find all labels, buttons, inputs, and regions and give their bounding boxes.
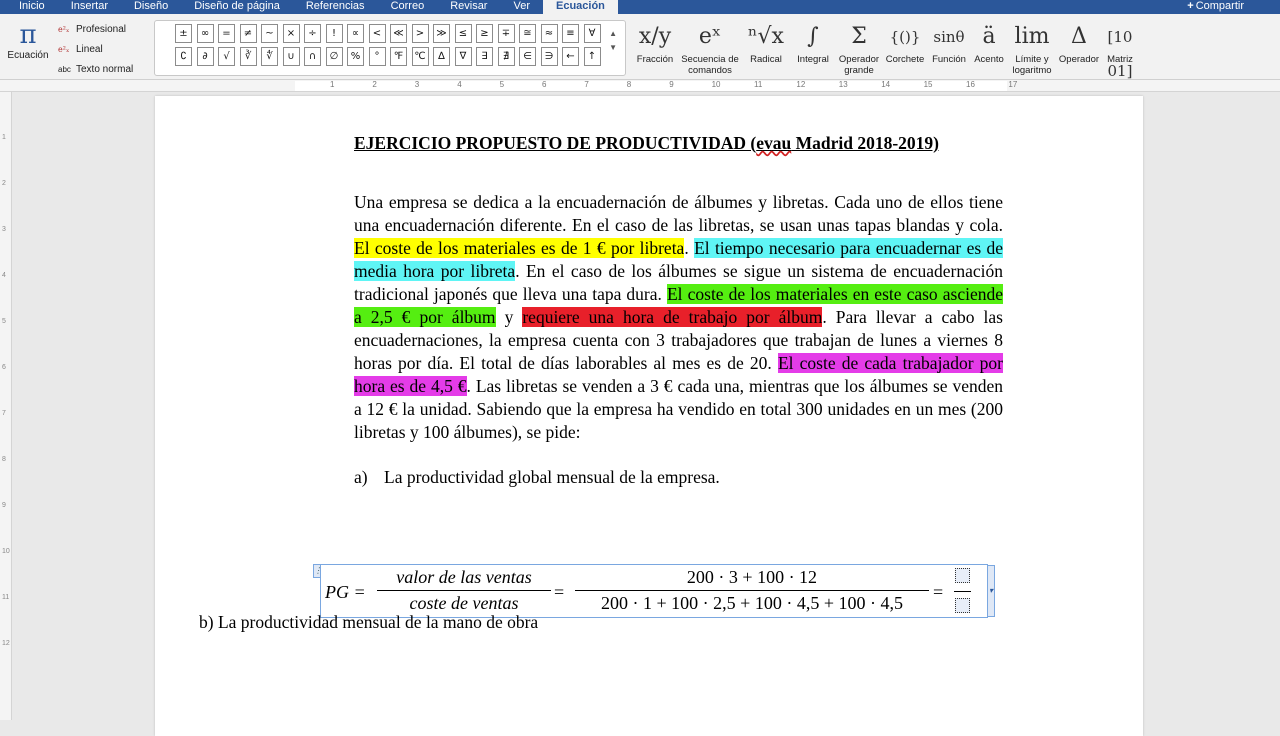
tab-correo[interactable]: Correo [390,0,425,12]
linear-icon: e²ₓ [58,44,70,54]
fraction-numerator: 200 · 3 + 100 · 12 [686,567,818,587]
tool-radical[interactable] [742,20,790,76]
mode-label: Lineal [76,43,103,55]
paragraph-text: . En el caso de los álbumes se sigue un sistema de encuadernación tradicional japonés que lleva una tapa dura. [354,261,1003,304]
title-misspelled-word[interactable]: evau [756,133,792,153]
mode-label: Texto normal [76,63,134,75]
paragraph-text: Una empresa se dedica a la encuadernación de álbumes y libretas. Cada uno de ellos tiene una encuadernación diferente. En el caso de las libretas, se usan unas tapas blandas y cola. [354,192,1003,235]
tool-secuencia[interactable] [678,20,742,76]
tool-operador[interactable] [1056,20,1102,76]
share-label: Compartir [1195,0,1244,12]
ruler-number: 15 [923,80,933,89]
question-a [354,466,1003,489]
title-text: EJERCICIO PROPUESTO DE PRODUCTIVIDAD ( [354,133,757,153]
tool-label: Función [932,54,966,65]
symbol-button[interactable]: ∇ [455,47,472,66]
symbol-button[interactable]: ≥ [476,24,493,43]
fraction-numerator: valor de las ventas [396,567,532,587]
ruler-number: 2 [372,80,377,89]
ruler-number: 6 [542,80,547,89]
highlight-magenta: El coste de cada trabajador por hora es de 4,5 € [354,353,1003,396]
symbol-button[interactable]: ∜ [261,47,278,66]
tool-label: Acento [974,54,1004,65]
paragraph-text: . [684,238,695,258]
equation-lhs: PG = [325,582,366,602]
tab-ver[interactable]: Ver [513,0,530,12]
symbol-gallery [154,20,626,76]
tool-label: Fracción [636,54,674,65]
abc-icon: abc [58,64,71,74]
ruler-number: 3 [2,226,6,233]
tab-inicio[interactable]: Inicio [19,0,45,12]
symbol-button[interactable]: ↑ [584,47,601,66]
paragraph-text: . Para llevar a cabo las encuadernaciones, la empresa cuenta con 3 trabajadores que trabajan de lunes a viernes 8 horas por día. El total de días laborables al mes es de 20. [354,307,1003,373]
gallery-scroll-arrows[interactable]: ▲ ▼ [609,29,617,52]
equation-options-dropdown[interactable]: ▾ [987,565,995,617]
tool-fraccion[interactable] [632,20,678,76]
symbol-button[interactable]: ∆ [433,47,450,66]
operador-icon: Δ [1071,24,1087,49]
equation-label: Ecuación [7,50,49,61]
highlight-yellow: El coste de los materiales es de 1 € por libreta [354,238,685,258]
mode-label: Profesional [76,23,127,35]
ruler-number: 8 [2,456,6,463]
ruler-number: 5 [499,80,505,89]
ruler-number: 7 [2,410,6,417]
symbol-button[interactable]: ∋ [541,47,558,66]
ruler-number: 4 [2,272,6,279]
problem-paragraph [354,191,1003,444]
symbol-button[interactable]: ! [326,24,343,43]
symbol-button[interactable]: % [347,47,364,66]
professional-icon: e²ₓ [58,24,70,34]
equation-modes [58,19,133,79]
empty-placeholder-denominator[interactable] [955,598,970,613]
radical-icon: ⁿ√x [748,24,784,49]
ruler-number: 13 [838,80,848,89]
symbol-button[interactable]: ∀ [584,24,601,43]
symbol-button[interactable]: ≅ [519,24,536,43]
symbol-row [175,47,625,70]
fraction-bar [575,590,929,591]
symbol-row [175,24,625,47]
symbol-button[interactable]: ≈ [541,24,558,43]
symbol-button[interactable]: ≤ [455,24,472,43]
symbol-button[interactable]: ≠ [240,24,257,43]
matriz-icon: [10 01] [1107,28,1133,80]
add-person-icon: + [1187,0,1194,12]
ruler-number: 6 [2,364,6,371]
symbol-button[interactable]: ∞ [197,24,214,43]
limite-icon: lim [1014,24,1050,49]
fraction-bar [377,590,551,591]
ruler-number: 9 [669,80,674,89]
question-b: b) La productividad mensual de la mano de obra [199,612,539,632]
tool-label: Corchete [885,54,925,65]
ruler-number: 2 [2,180,6,187]
symbol-button[interactable]: ∃ [476,47,493,66]
symbol-button[interactable]: ∓ [498,24,515,43]
mode-lineal[interactable] [58,39,133,59]
funcion-icon: sinθ [933,28,965,46]
symbol-button[interactable]: ℃ [412,47,429,66]
secuencia-icon: eˣ [698,24,722,49]
paragraph-text: y [495,307,523,327]
question-letter: a) [354,467,368,487]
symbol-button[interactable]: × [283,24,300,43]
ribbon-tab-bar [0,0,1280,14]
tool-label: Secuencia de comandos [681,54,739,76]
tool-label: Operador [1058,54,1100,65]
ruler-number: 1 [330,80,335,89]
fraction-denominator: coste de ventas [409,593,519,613]
symbol-button[interactable]: ∅ [326,47,343,66]
tool-integral[interactable] [790,20,836,76]
ribbon [0,14,1280,80]
tab-diseno[interactable]: Diseño [133,0,169,12]
document-page[interactable] [155,96,1143,736]
ruler-number: 11 [2,594,10,601]
title-text: Madrid 2018-2019) [791,133,939,153]
paragraph-text: . Las libretas se venden a 3 € cada una, mientras que los álbumes se venden a 12 € la unidad. Sabiendo que la empresa ha vendido en total 300 unidades en un mes (200 libretas y 100 álbumes), se pide: [354,376,1003,442]
mode-profesional[interactable] [58,19,133,39]
ruler-number: 14 [881,80,891,89]
ruler-number: 16 [966,80,975,89]
equation-editor[interactable] [314,564,993,618]
symbol-button[interactable]: ≪ [390,24,407,43]
symbol-button[interactable]: ∁ [175,47,192,66]
equals-sign: = [554,582,565,602]
mode-texto-normal[interactable] [58,59,133,79]
fraction-denominator: 200 · 1 + 100 · 2,5 + 100 · 4,5 + 100 · 4,5 [601,593,903,613]
ruler-number: 12 [2,640,10,647]
fraction-1 [377,567,551,614]
symbol-button[interactable]: < [369,24,386,43]
fraction-2 [575,567,929,614]
highlight-cyan: El tiempo necesario para encuadernar es de media hora por libreta [354,238,1003,281]
ruler-number: 8 [626,80,632,89]
share-button[interactable] [1187,0,1244,13]
tool-matriz[interactable] [1102,20,1138,80]
symbol-button[interactable]: ≡ [562,24,579,43]
tab-referencias[interactable]: Referencias [305,0,365,12]
tab-insertar[interactable]: Insertar [70,0,108,12]
symbol-button[interactable]: ← [562,47,579,66]
equation-button[interactable] [6,20,50,61]
tool-label: Matriz [1107,54,1133,65]
ruler-number: 11 [754,80,763,89]
symbol-button[interactable]: ∪ [283,47,300,66]
highlight-green: El coste de los materiales en este caso asciende a 2,5 € por álbum [354,284,1003,327]
tool-label: Operador grande [838,54,880,76]
symbol-button[interactable]: √ [218,47,235,66]
ruler-number: 17 [1008,80,1018,89]
tool-corchete[interactable] [882,20,928,76]
horizontal-ruler[interactable] [0,80,1280,92]
fraccion-icon: x/y [638,24,672,49]
symbol-button[interactable]: > [412,24,429,43]
tool-acento[interactable] [970,20,1008,76]
equation-tools [632,20,1138,80]
ruler-number: 10 [2,548,10,555]
symbol-button[interactable]: ∛ [240,47,257,66]
tool-limite[interactable] [1008,20,1056,76]
pi-icon: π [19,20,37,50]
symbol-button[interactable]: ∈ [519,47,536,66]
ruler-number: 7 [584,80,589,89]
symbol-button[interactable]: ∩ [304,47,321,66]
ruler-number: 10 [711,80,721,89]
ruler-number: 12 [796,80,806,89]
question-text: La productividad global mensual de la empresa. [384,467,720,487]
ruler-text-area [295,81,1007,91]
document-body[interactable] [354,132,1003,489]
empty-placeholder-numerator[interactable] [955,568,970,583]
corchete-icon: {()} [889,28,921,46]
symbol-button[interactable]: ÷ [304,24,321,43]
equals-sign: = [933,582,944,602]
tab-diseno-pagina[interactable]: Diseño de página [194,0,280,12]
vertical-ruler[interactable] [0,92,12,720]
symbol-button[interactable]: = [218,24,235,43]
acento-icon: ä [982,24,996,49]
symbol-button[interactable]: ≫ [433,24,450,43]
symbol-button[interactable]: ℉ [390,47,407,66]
tab-ecuacion[interactable]: Ecuación [543,0,618,14]
ruler-number: 1 [2,134,6,141]
symbol-button[interactable]: ∄ [498,47,515,66]
tool-label: Radical [750,54,782,65]
symbol-button[interactable]: ∂ [197,47,214,66]
symbol-button[interactable]: ~ [261,24,278,43]
placeholder-fraction-bar [954,591,971,592]
symbol-button[interactable]: ° [369,47,386,66]
tab-revisar[interactable]: Revisar [450,0,488,12]
symbol-button[interactable]: ∝ [347,24,364,43]
ruler-number: 5 [2,318,6,325]
highlight-red: requiere una hora de trabajo por álbum [522,307,823,327]
document-title [354,132,1003,154]
ruler-number: 4 [457,80,462,89]
symbol-button[interactable]: ± [175,24,192,43]
tool-label: Límite y logaritmo [1012,54,1052,76]
ruler-number: 3 [414,80,420,89]
equation-drag-handle[interactable]: ⋮ [313,564,321,578]
operador-icon: Σ [851,24,867,49]
ruler-number: 9 [2,502,6,509]
integral-icon: ∫ [807,24,819,49]
tool-funcion[interactable] [928,20,970,76]
tool-label: Integral [797,54,829,65]
tool-operador[interactable] [836,20,882,76]
